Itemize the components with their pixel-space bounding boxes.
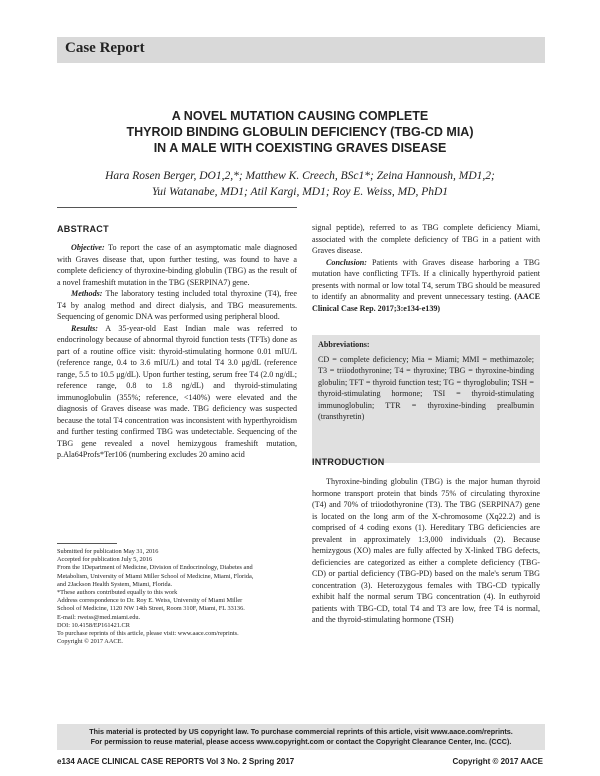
author-list (60, 168, 540, 200)
results-label: Results: (71, 323, 98, 333)
conclusion-text: Patients with Graves disease harboring a TBG mutation have conflicting TFTs. If a clinically hyperthyroid patient presents with normal or low total T4, serum TBG should be measured to identify an abnormality and prevent unnecessary testing. (312, 257, 540, 301)
footnote-line: School of Medicine, 1120 NW 14th Street, Room 310F, Miami, FL 33136. (57, 605, 245, 613)
abstract-continued (312, 222, 540, 314)
introduction-heading: INTRODUCTION (312, 457, 385, 467)
methods-text: The laboratory testing included total thyroxine (T4), free T4 by analog method and direct dialysis, and TBG measurements. Sequencing of genomic DNA was performed using peripheral blood. (57, 289, 297, 321)
conclusion-paragraph (312, 257, 540, 315)
abbreviations-text: CD = complete deficiency; Mia = Miami; MMI = methimazole; T3 = triiodothyronine; T4 = thyroxine; TBG = thyroxine-binding globulin; TFT = thyroid function test; TG = thyroglobulin; TSH = thyroid-stimulating hormone; TSI = thyroid-stimulating immunoglobulin; TTR = thyroxine-binding prealbumin (transthyretin) (318, 354, 534, 421)
objective-paragraph (57, 242, 297, 288)
title-line: THYROID BINDING GLOBULIN DEFICIENCY (TBG-CD MIA) (126, 125, 474, 139)
introduction-text: Thyroxine-binding globulin (TBG) is the major human thyroid hormone transport protein that binds 75% of circulating thyroxine (T4) and 70% of triiodothyronine (T3). The TBG (SERPINA7) gene is located on the long arm of the X-chromosome (Xq22.2) and is comprised of 4 coding exons (1). Hereditary TBG deficiencies are prevalent in approximately 1:3,000 individuals (2). Because hemizygous (XO) males are fully affected by X-linked TBG defects, deficiencies are categorized as either a complete deficiency (TBG-CD) or partial deficiency (TBG-PD) based on the male's serum TBG concentration (3). Heterozygous females with TBG-CD typically exhibit half the normal serum TBG concentration (4). In euthyroid patients with TBG-CD, total T4 and T3 are low, free T4 is normal, and the thyroid-stimulating hormone (TSH) (312, 477, 540, 624)
results-continued: signal peptide), referred to as TBG complete deficiency Miami, associated with the complete deficiency of TBG in a patient with Graves disease. (312, 223, 540, 255)
methods-label: Methods: (71, 289, 103, 298)
results-paragraph (57, 323, 297, 461)
footnote-line: *These authors contributed equally to this work (57, 589, 178, 597)
abbreviations-box (312, 335, 540, 463)
objective-label: Objective: (71, 243, 105, 252)
section-header (57, 37, 545, 63)
footnote-line: E-mail: rweiss@med.miami.edu. (57, 613, 141, 621)
notice-line: For permission to reuse material, please access www.copyright.com or contact the Copyright Clearance Center, Inc. (CCC). (90, 737, 512, 746)
results-text: A 35-year-old East Indian male was referred to endocrinology because of abnormal thyroid function tests (TFTs) done as part of a routine office visit: thyroid-stimulating hormone 0.01 mIU/L (reference range, 0.4 to 3.6 mIU/L) and total T4 3.0 μg/dL (reference range, 5.5 to 10.5 μg/dL). Upon further testing, serum free T4 (2.0 ng/dL; reference range, 0.8 to 1.8 ng/dL) and thyroid-stimulating immunoglobulin (355%; reference, <140%) were elevated and the diagnosis of Graves disease was made. TBG deficiency was suspected because the total T4 concentration was inconsistent with hyperthyroidism and further testing confirmed TBG was undetectable. Sequencing of the TBG gene revealed a novel hemizygous frameshift mutation, p.Ala64Profs*Ter106 (numbering excludes 20 amino acid (57, 323, 298, 459)
objective-text: To report the case of an asymptomatic male diagnosed with Graves disease that, upon further testing, was found to have a complete deficiency of thyroxine-binding globulin (TBG) as the result of a novel frameshift mutation in the TBG (SERPINA7) gene. (57, 243, 297, 287)
divider (57, 207, 297, 208)
footnote-line: Copyright © 2017 AACE. (57, 638, 124, 646)
copyright-notice (57, 724, 545, 750)
abstract-body (57, 242, 297, 461)
introduction-body (312, 476, 540, 626)
footnote-divider (57, 543, 117, 544)
notice-line: This material is protected by US copyright law. To purchase commercial reprints of this article, visit www.aace.com/reprints. (89, 727, 513, 736)
citation: (AACE Clinical Case Rep. 2017;3:e134-e139) (312, 292, 541, 313)
methods-paragraph (57, 288, 297, 323)
section-label: Case Report (65, 40, 145, 56)
footnotes (57, 548, 297, 646)
author-line: Hara Rosen Berger, DO1,2,*; Matthew K. Creech, BSc1*; Zeina Hannoush, MD1,2; (105, 170, 495, 182)
footnote-line: Submitted for publication May 31, 2016 (57, 548, 159, 555)
author-line: Yui Watanabe, MD1; Atil Kargi, MD1; Roy E. Weiss, MD, PhD1 (151, 186, 449, 198)
abstract-heading: ABSTRACT (57, 224, 109, 234)
footnote-line: DOI: 10.4158/EP161421.CR (57, 621, 130, 629)
abbreviations-heading: Abbreviations: (318, 340, 370, 349)
footnote-line: To purchase reprints of this article, please visit: www.aace.com/reprints. (57, 630, 239, 638)
footer-journal: e134 AACE CLINICAL CASE REPORTS Vol 3 No. 2 Spring 2017 (57, 757, 295, 766)
article-title (60, 108, 540, 156)
conclusion-label: Conclusion: (326, 257, 367, 267)
title-line: IN A MALE WITH COEXISTING GRAVES DISEASE (153, 141, 447, 155)
footnote-line: Address correspondence to Dr. Roy E. Weiss, University of Miami Miller (57, 597, 243, 605)
footnote-line: From the 1Department of Medicine, Division of Endocrinology, Diabetes and (57, 564, 253, 572)
footnote-line: and 2Jackson Health System, Miami, Florida. (57, 580, 173, 588)
footer-copyright: Copyright © 2017 AACE (452, 757, 543, 766)
footnote-line: Accepted for publication July 5, 2016 (57, 556, 153, 564)
title-line: A NOVEL MUTATION CAUSING COMPLETE (171, 109, 429, 123)
footnote-line: Metabolism, University of Miami Miller School of Medicine, Miami, Florida, (57, 572, 254, 580)
